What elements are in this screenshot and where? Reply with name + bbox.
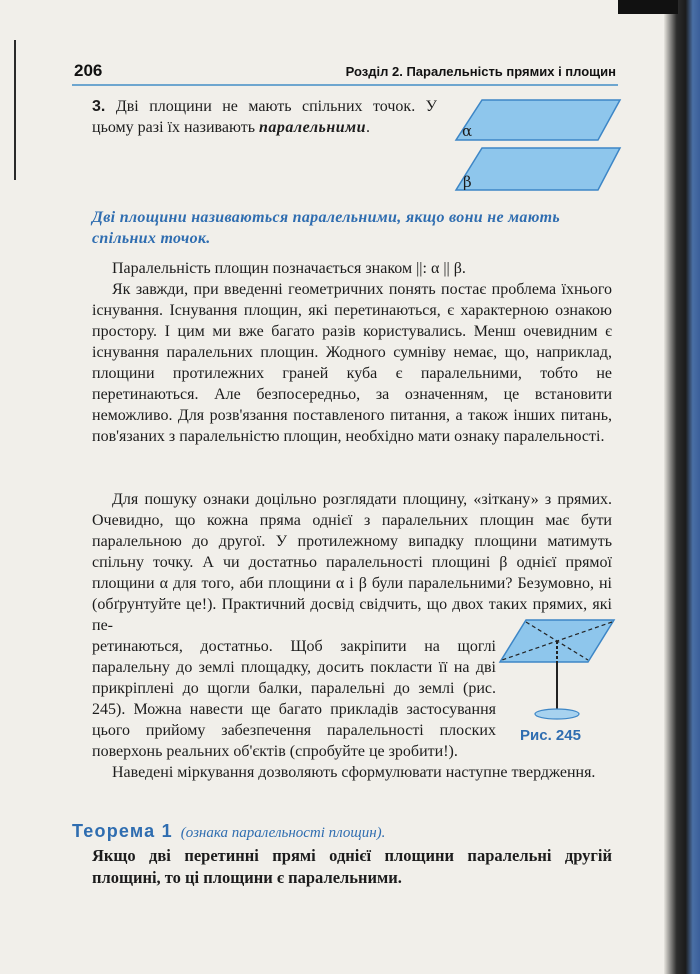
page-number: 206 [74,61,103,80]
binding-edge-right [664,0,700,974]
plane-beta-label: β [463,173,472,191]
item-3-end: . [366,119,370,136]
item-3-term: паралельними [259,119,366,136]
conclusion-paragraph: Наведені міркування дозволяють сформулювати наступне твердження. [112,764,596,781]
search-paragraph: Для пошуку ознаки доцільно розглядати площину, «зіткану» з прямих. Очевидно, що кожна пряма однієї з паралельних площин має бути паралельною до другої. У протилежному випадку площини матимуть спільну точку. А чи достатньо паралельності площині β однієї прямої площини α для того, аби площини α і β були паралельними? Безумовно, ні (обґрунтуйте це!). Практичний досвід свідчить, що двох таких прямих, які пе- [92,491,612,634]
item-3-paragraph [92,96,437,138]
item-number: 3. [92,98,106,115]
plane-alpha-label: α [462,122,473,140]
plane-beta [456,148,620,190]
definition: Дві площини називаються паралельними, якщо вони не мають спільних точок. [92,209,561,247]
theorem-statement: Якщо дві перетинні прямі однієї площини паралельні другій площині, то ці площини є паралельними. [92,846,612,887]
notation-paragraph: Паралельність площин позначається знаком ||: α || β. [112,260,466,277]
header-rule [72,84,618,86]
binding-edge-left [14,40,16,180]
binding-edge-top [618,0,678,14]
mast-base [535,709,579,719]
theorem-note: (ознака паралельності площин). [180,825,386,841]
mast-paragraph: ретинаються, достатньо. Щоб закріпити на щоглі паралельну до землі площадку, досить покласти її на дві прикріплені до щогли балки, паралельні до землі (рис. 245). Можна навести ще багато прикладів застосування цього прийому забезпечення паралельності плоских поверхонь реальних об'єктів (спробуйте це зробити!). [92,638,496,760]
theorem-label: Теорема 1 [72,821,173,841]
figure-245-caption: Рис. 245 [520,727,581,744]
item-3-text: Дві площини не мають спільних точок. У цьому разі їх називають [92,98,437,136]
running-head: Розділ 2. Паралельність прямих і площин [345,64,616,79]
parallel-planes-figure [446,96,622,196]
figure-245-mast-platform [496,614,618,724]
plane-alpha [456,100,620,140]
theorem-heading [72,821,385,842]
existence-paragraph: Як завжди, при введенні геометричних понять постає проблема їхнього існування. Існування площин, які перетинаються, є характерною ознакою простору. І цим ми вже багато разів користувались. Менш очевидним є існування паралельних площин. Жодного сумніву немає, що, наприклад, площини протилежних граней куба є паралельними, тобто не перетинаються. Але безпосередньо, за означенням, це встановити неможливо. Для розв'язання поставленого питання, а також інших питань, пов'язаних з паралельністю площин, необхідно мати ознаку паралельності. [92,281,612,445]
